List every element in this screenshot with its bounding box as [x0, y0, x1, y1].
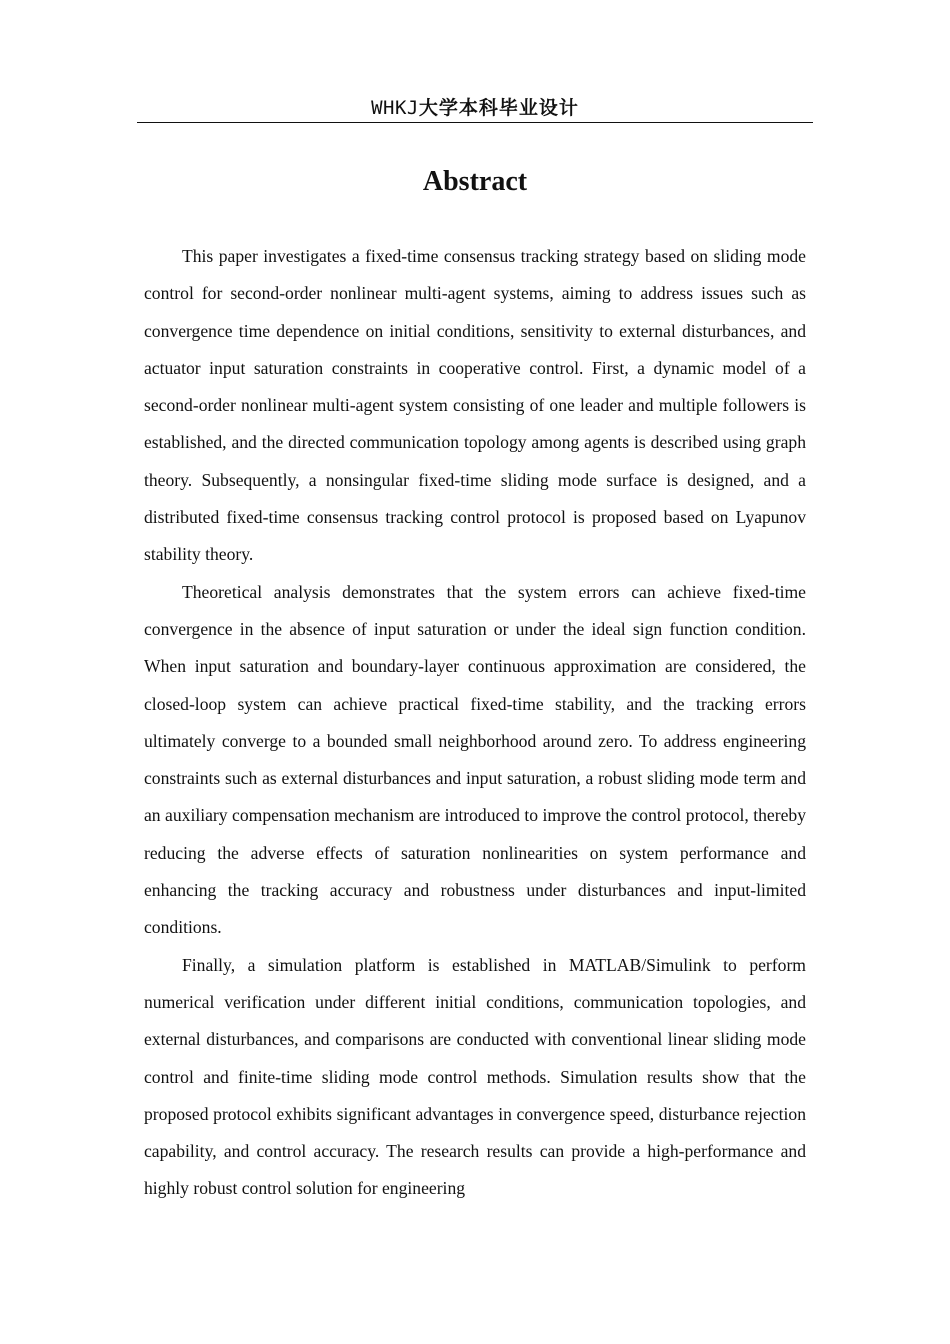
abstract-paragraph-3: Finally, a simulation platform is established in MATLAB/Simulink to perform numerical verification under different initial conditions, communication topologies, and external disturbances, and comparisons are conducted with conventional linear sliding mode control and finite-time sliding mode control methods. Simulation results show that the proposed protocol exhibits significant advantages in convergence speed, disturbance rejection capability, and control accuracy. The research results can provide a high-performance and highly robust control solution for engineering: [144, 954, 806, 1199]
abstract-paragraph-2: Theoretical analysis demonstrates that the system errors can achieve fixed-time convergence in the absence of input saturation or under the ideal sign function condition. When input saturation and boundary-layer continuous approximation are considered, the closed-loop system can achieve practical fixed-time stability, and the tracking errors ultimately converge to a bounded small neighborhood around zero. To address engineering constraints such as external disturbances and input saturation, a robust sliding mode term and an auxiliary compensation mechanism are introduced to improve the control protocol, thereby reducing the adverse effects of saturation nonlinearities on system performance and enhancing the tracking accuracy and robustness under disturbances and input-limited conditions.: [144, 581, 806, 938]
header-chinese: 大学本科毕业设计: [418, 97, 579, 119]
abstract-body: [144, 238, 806, 1208]
header-latin: WHKJ: [371, 97, 419, 119]
abstract-paragraph-1: This paper investigates a fixed-time consensus tracking strategy based on sliding mode control for second-order nonlinear multi-agent systems, aiming to address issues such as convergence time dependence on initial conditions, sensitivity to external disturbances, and actuator input saturation constraints in cooperative control. First, a dynamic model of a second-order nonlinear multi-agent system consisting of one leader and multiple followers is established, and the directed communication topology among agents is described using graph theory. Subsequently, a nonsingular fixed-time sliding mode surface is designed, and a distributed fixed-time consensus tracking control protocol is proposed based on Lyapunov stability theory.: [144, 246, 806, 565]
running-header: [137, 94, 813, 123]
abstract-title: Abstract: [422, 166, 528, 197]
